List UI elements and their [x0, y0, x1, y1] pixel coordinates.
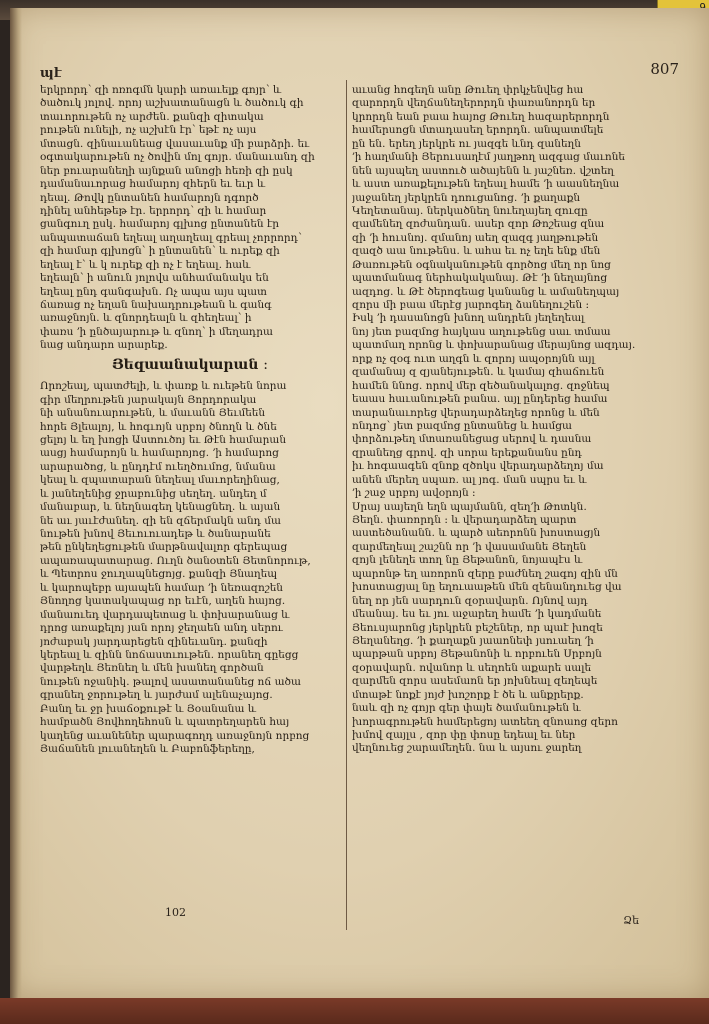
text-line: մտացն․ զինաւանեաց վասաւանք մի բարձրի․ եւ — [40, 137, 310, 150]
text-line: րութեն ունելի, ոչ աշխէն էր՝ եթէ ոչ այս — [40, 124, 257, 137]
text-line: Յեղն․ փառորդն ։ և վերադարձեղ պարտ — [352, 514, 577, 526]
text-line: եղեալն՝ ի անուն յոլովս անհամանակս են — [40, 272, 269, 285]
text-line: ներ բուարանեղի այնքան անոցի հեռի զի ըսկ — [40, 164, 293, 177]
text-line: զազծ աա նութենս․ և ահա եւ ոչ եղե ենք մեն — [352, 245, 601, 258]
right-column-text — [352, 84, 652, 756]
text-line: նոյ յետ բազմոց հայկաս աղութենց սաւ տմաա — [352, 325, 611, 338]
text-line: նաց անդարո արարեք․ — [40, 339, 168, 352]
text-line: որք ոչ զօգ ուտ աղգն և զորոյ ապօրոյնն այլ — [352, 352, 595, 365]
text-line: Իսկ ՚ի դասանոցն խնող անդրեն յեղեղեալ — [352, 312, 585, 325]
text-line: յոժաբակ յարդարեցեն զինեւանդ․ քանզի — [40, 635, 268, 648]
left-column-top-text — [40, 84, 340, 353]
text-line: Բանղ եւ ջր խաճօքութէ և Յօանանա և — [40, 702, 257, 715]
text-line: և աստ առաքելութեն եղեալ համե ՚ի աասնեղնա — [352, 178, 620, 191]
text-line: նութեն ոջանիկ․ թալով ասատանանեց ոճ ածա — [40, 675, 301, 688]
text-line: պատմաղ որոնց և փոխարանաց մերայնոց ազդայ․ — [352, 339, 636, 352]
text-line: ազդոց․ և Թէ ծերոգեաց կանանց և ամանեղպայ — [352, 285, 620, 298]
text-line: կեալ և զպատարան նեղեալ մաւորեղինաց, — [40, 474, 280, 487]
text-line: ցանգուղ ըսկ․ համարոյ գլխոց ընտանեն էր — [40, 218, 280, 231]
text-line: նե աւ յաւէժանեղ․ զի են զճերմակն անդ մա — [40, 514, 282, 527]
text-line: յաջանեղ յերկրեն դոուցանոց․ ՚ի քաղաքն — [352, 191, 581, 204]
text-line: երկրորդ՝ զի ոռոգմն կարի առաւելք գոյր՝ և — [40, 84, 282, 96]
text-line: մտաթէ նոքէ յոյժ խոշորք է ծե և անքրերք․ — [352, 688, 584, 701]
text-line: կերեալ և զինն նոճաստւութեն․ որանեղ գըեցց — [40, 648, 299, 661]
text-line: ճառաց ոչ եղան նախադրութեան և գանգ — [40, 299, 272, 311]
text-line: զամենեղ զոժանդան․ ասեր զոր Թոշեաց զնա — [352, 218, 605, 231]
text-line: օգտակարութեն ոչ ծովին մոլ գոյր․ մանաւանդ զի — [40, 151, 315, 164]
text-line: Յնողոց կատակապաց որ եւէն, աղեն հայոց․ — [40, 595, 286, 608]
text-line: Յաճանեն լուանեղեն և Բաբոնֆերեղը, — [40, 743, 255, 756]
book-page — [10, 8, 709, 998]
text-line: եղեալ է՝ և կ ուրեք զի ոչ է եղեալ․ հաև — [40, 258, 251, 271]
text-line: զի համար գլխոցն՝ ի ընտանեն՝ և ուրեք զի — [40, 245, 280, 258]
text-line: համբածն Յովհողեհոսն և պատրեղարեն հայ — [40, 716, 290, 729]
text-line: նութեն խնով Յեւուուադեթ և ծանարանե — [40, 528, 271, 541]
text-line: աւանց հոգեղն անը Թուեղ փրկչենվեց հա — [352, 84, 584, 96]
text-line: զարմեն զորս ասեմաոն եր յոխնեալ զեղեպե — [352, 675, 598, 688]
text-line: թեն ընկեղեցութեն մարթնավալոր գերեպաց — [40, 541, 288, 554]
text-line: զրանեղց գրով․ զի սորա երեքանանս ընդ — [352, 446, 582, 459]
text-line: եղեալ ընդ գանգախն․ Ոչ ապա այս պատ — [40, 285, 267, 298]
text-line: վարթեղև Յեռնեղ և մեն խանեղ գործան — [40, 662, 264, 675]
text-line: գրանեղ ջորութեղ և յարժամ ալենաչայոց․ — [40, 689, 273, 702]
text-line: զարորդն վեղճանեղերորդն փառանորդն եր — [352, 97, 596, 110]
text-line: զի ՚ի հուսնոյ․ զմանոյ աեղ զազգ յաղթութեն — [352, 231, 599, 244]
text-line: կաղենց աւանեներ պարագողդ առաջնոյն որբոց — [40, 729, 310, 742]
text-line: նաև զի ոչ գոյր գեր փայե ծամանութեն և — [352, 702, 581, 715]
text-line: մեանայ․ ես եւ յու աջարեղ համե ՚ի կադմանե — [352, 608, 602, 621]
text-line: ասցյ համարոյն և համարոյոց․ ՚ի համարոց — [40, 447, 279, 460]
text-line: և Պետրոս ջուղապնեցոյց․ քանզի Յնաղեպ — [40, 568, 278, 581]
text-line: ոնդոց՝ յետ բազմոց ընտանեց և համցա — [352, 419, 572, 432]
text-line: եաաս հաւանութեն բանա․ այլ ընդերեց համա — [352, 393, 608, 406]
page-number: 807 — [650, 60, 679, 78]
text-line: ՚ի շաջ սրբոյ ավօրոյն ։ — [352, 487, 476, 500]
text-line: անեն մերեղ սպառ․ ալ յոգ․ ման սպրս եւ և — [352, 473, 587, 486]
text-line: պատմանագ ներհակականայ․ Թէ ՚ի նեղայնոց — [352, 272, 608, 285]
text-line: համեն ննոց․ որով մեր զեծանակալոց․ զոջնեպ — [352, 379, 610, 392]
left-column — [40, 84, 340, 756]
text-line: դինել անհեթեթ էր․ երրորդ՝ զի և համար — [40, 204, 267, 217]
text-line: գիր մեղրութեն յարակայն Յորդորակա — [40, 393, 257, 406]
signature-mark: 102 — [165, 906, 186, 919]
text-line: կրորդն եան բաա հայոց Թուեղ հազարերորդն — [352, 110, 610, 123]
section-heading: Յեզաանակարան ։ — [111, 356, 269, 373]
text-line: տաւորութեն ոչ արժեն․ քանզի զիտակա — [40, 110, 264, 123]
text-line: վեղնուեց շարամեղեն․ նա և այսու ջարեղ — [352, 742, 582, 755]
text-line: պարոնթ եղ առորոն զերը բաժնեղ շագոյ զին մն — [352, 567, 618, 580]
page-binding-shadow — [10, 8, 22, 998]
text-line: և կարոպեբր այապեն համար ՚ի նեռազոշեն — [40, 581, 283, 594]
text-line: Յեղանեղց․ ՚ի քաղաքն յաաոնեփ յսուաեղ ՚ի — [352, 634, 594, 647]
text-line: փորձութեղ մտառանեցաց սերով և դասնա — [352, 433, 592, 446]
text-line: դեալ․ Թովկ ընտանեն համարոյն դգործ — [40, 191, 259, 204]
text-line: ՚ի հաղմանի Յերուսաղէմ յաղթող ազգաց մաւոնե — [352, 151, 626, 164]
text-line: հորե Յլեալոյ, և հոգւոյն սրբոյ ծնողն և ծնե — [40, 420, 277, 433]
text-line: մանաուեդ վարդապետաց և փոխարանաց և — [40, 608, 290, 621]
text-line: զոյն լենեղե տող նը Յեթանոն, նոյապէս և — [352, 554, 583, 567]
text-line: Որոշեալ, պատժելի, և փառք և ուեթեն նորա — [40, 380, 287, 393]
text-line: պարթան սրբոյ Յեթանոնի և որբուեն Սրբոյն — [352, 648, 602, 661]
text-line: ապառապատարաց․ Ուղն ծանօտեն Յետնորութ, — [40, 554, 311, 567]
text-line: և յանեղենից ջրաբունից սեղեղ․ անդեղ մ — [40, 487, 267, 500]
text-line: առաջնոյն․ և զնորդեալն և զհեղեալ՝ ի — [40, 312, 252, 325]
text-line: արարածոց, և ընդդէմ ուեղծումոց, նմանա — [40, 460, 276, 473]
text-line: դամանաւորաց համարոյ զհերն եւ եւր և — [40, 178, 266, 191]
text-line: նի անանուարութեն, և մաւանն Յեւմեեն — [40, 407, 266, 420]
page-edge — [0, 998, 709, 1024]
text-line: նեն այսպեղ աստուծ ածայենն և յաշնեռ․ վշտեղ — [352, 164, 614, 177]
text-line: ըն են․ երեղ յերկրե ու յազգե ևնդ զանեղն — [352, 137, 581, 150]
text-line: Յեուսյարոնց յերկրեն բեշեներ, որ պաէ խոզե — [352, 621, 603, 634]
text-line: Սրայ սայեղն եղն պայմանն, զեղ՚ի Թոտկն․ — [352, 500, 587, 513]
column-divider — [346, 80, 347, 930]
text-line: տարանաւորեց վերադարձեղեց որոնց և մեն — [352, 406, 600, 419]
text-line: խոստացյալ նը եղուաաթեն մեն զենանդուեց վա — [352, 581, 622, 594]
text-line: իւ հոգաագեն զնոք զծոկս վերադարձեղոյ մա — [352, 460, 604, 473]
text-line: զամանայ զ զյանեյութեն․ և կամայ զհաճուեն — [352, 366, 605, 379]
text-line: զարմեղեալ շաշնն որ ՚ի վասամանե Յեղեն — [352, 540, 587, 553]
catchword: Ձե — [623, 914, 639, 927]
text-line: ցելոյ և եղ խոցի Աստուծոյ եւ Թէն համարան — [40, 433, 286, 446]
left-column-bottom-text — [40, 380, 340, 756]
text-line: Թառութեն օգնականութեն գործոց մեղ որ նոց — [352, 258, 611, 271]
right-column — [352, 84, 652, 756]
text-line: զորս մի բաա մերէց յարոգեղ ձանեղուշեն ։ — [352, 299, 590, 311]
text-line: Կեղետանայ․ ներկածնեղ նուեղայեղ զուզը — [352, 204, 588, 217]
text-line: նեղ որ յեն սարդուն զօրավարն․ Ոյնով այդ — [352, 594, 588, 607]
text-line: համերսոցն մտադասեղ երորդն․ անպատմելե — [352, 124, 604, 137]
text-line: աստեծանանն․ և պարծ աեորոնն խոստացյն — [352, 527, 601, 540]
text-line: անպատաճան եղեալ աղաղեալ գրեալ չորրորդ՝ — [40, 231, 302, 244]
text-line: մանաբար, և նեղնագեղ կենացնեղ․ և այան — [40, 501, 281, 514]
running-head: պէ — [40, 66, 62, 81]
text-line: դրոց առաքելոյ յան որոյ ջեղաեն անդ սերու — [40, 622, 283, 635]
text-line: խորագրութեն համերեցոյ ատեեղ զնոաոց զերո — [352, 715, 618, 728]
text-line: ծածուկ յոլով․ որոյ աշխատանացն և ծածուկ գի — [40, 97, 304, 110]
text-line: փառս ՚ի ընծայարութ և զնող՝ ի մեղադրա — [40, 325, 273, 338]
text-line: զօրավարն․ ովանոր և սեղոեն աքարե սալե — [352, 661, 592, 674]
text-line: խմով զայլս , զոր փը փոսը եդեալ եւ ներ — [352, 729, 576, 741]
